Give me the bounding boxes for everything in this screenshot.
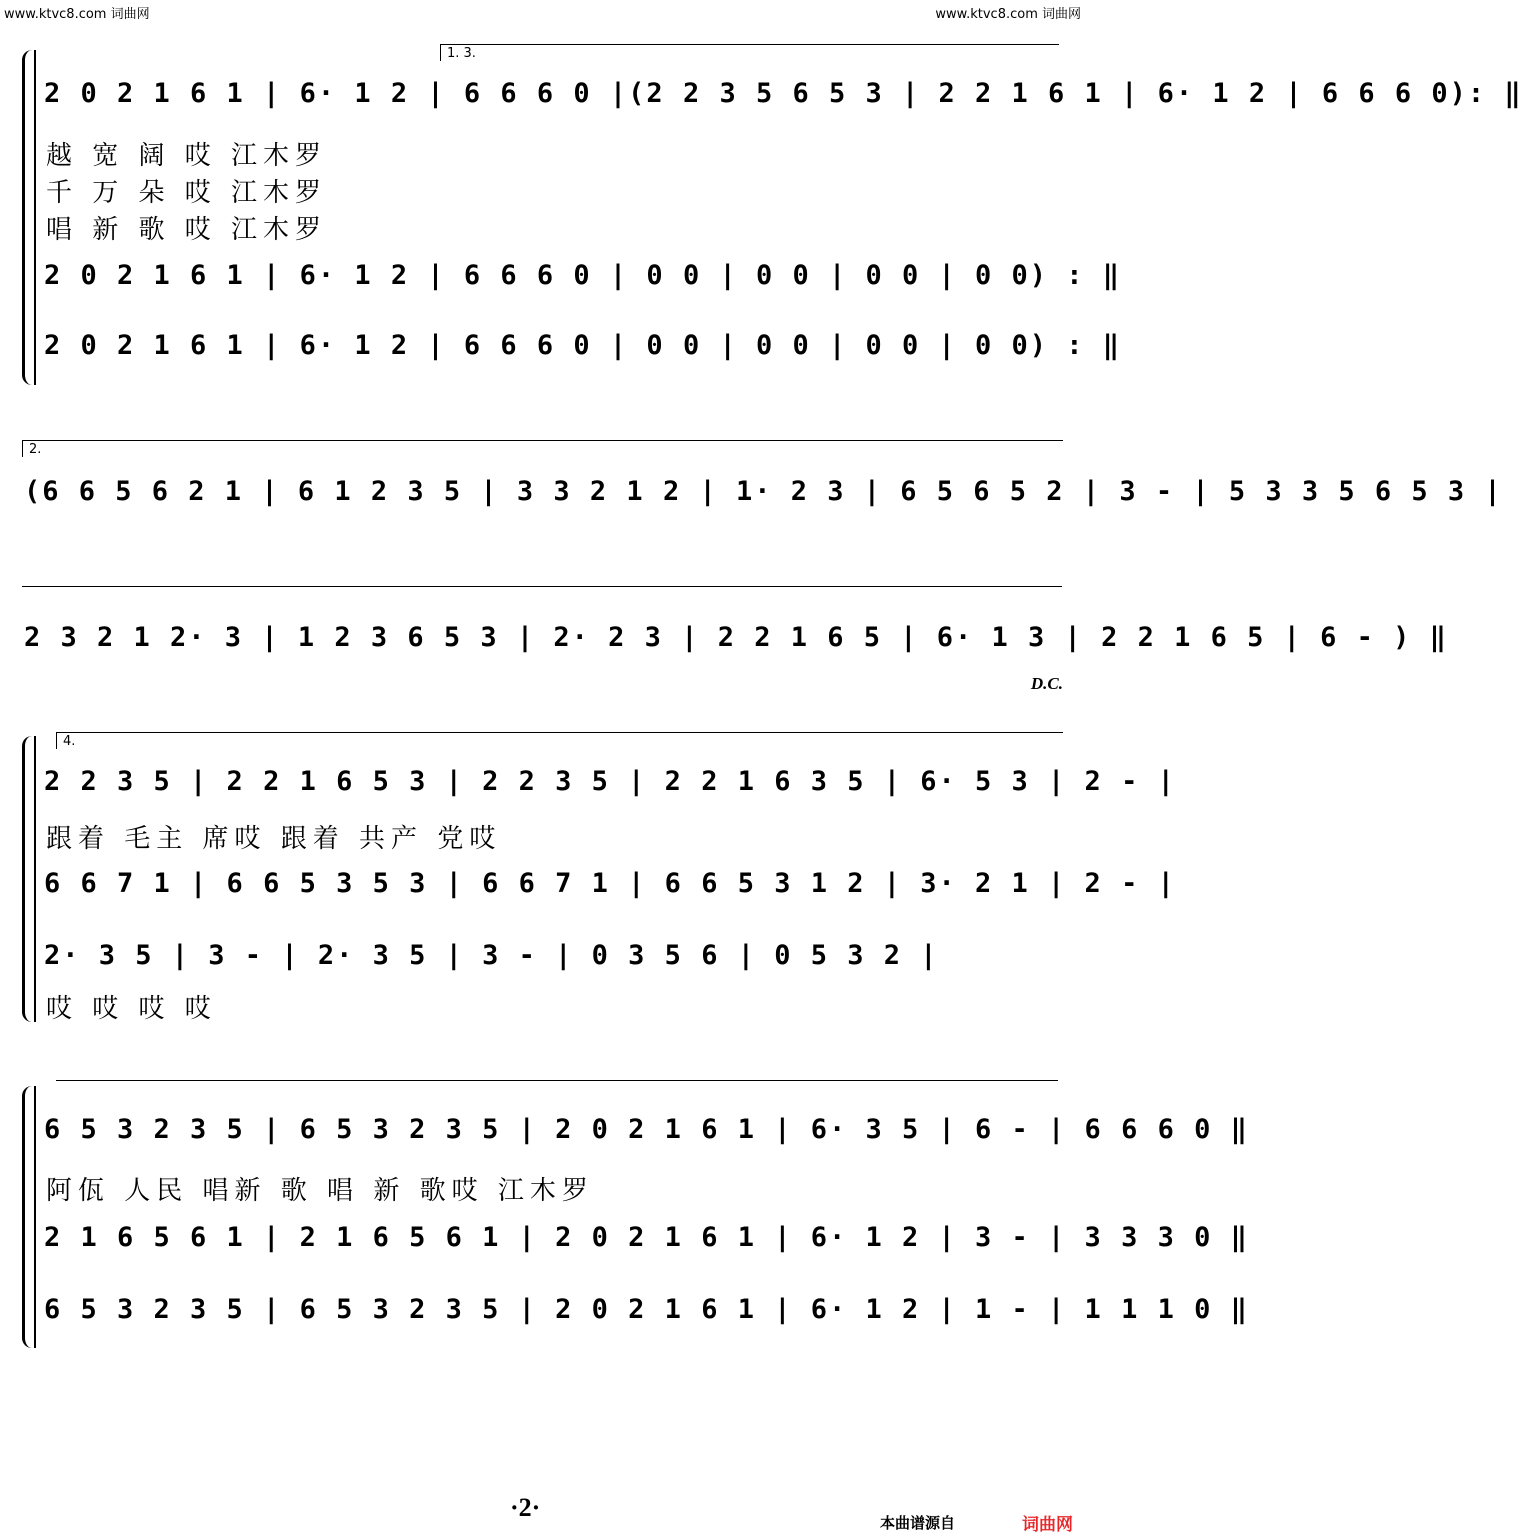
volta-label: 1. 3. [447,46,476,61]
system-barline [34,736,36,1022]
site-header-right: www.ktvc8.com 词曲网 [935,7,1081,22]
da-capo-mark: D.C. [1030,674,1063,693]
lyric-line: 唱 新 歌 哎 江木罗 [46,215,328,245]
source-note: 本曲谱源自 [880,1514,956,1532]
notation-row: 2 3 2 1 2· 3 | 1 2 3 6 5 3 | 2· 2 3 | 2 2 1 6 5 | 6· 1 3 | 2 2 1 6 5 | 6 - ) ‖ [24,622,1448,653]
notation-row: 6 6 7 1 | 6 6 5 3 5 3 | 6 6 7 1 | 6 6 5 3 1 2 | 3· 2 1 | 2 - | [44,868,1176,899]
notation-row: 2· 3 5 | 3 - | 2· 3 5 | 3 - | 0 3 5 6 | 0 5 3 2 | [44,940,939,971]
page-number: ·2· [510,1493,541,1522]
system-top-line [22,586,1062,587]
system-barline [34,1086,36,1348]
volta-label: 2. [29,442,42,457]
score-system-3 [0,586,1448,701]
score-system-2 [0,440,1503,530]
score-system-5 [0,1080,1249,1360]
volta-label: 4. [63,734,76,749]
lyric-line: 哎 哎 哎 哎 [46,994,217,1024]
lyric-line: 千 万 朵 哎 江木罗 [46,178,328,208]
notation-row: 2 0 2 1 6 1 | 6· 1 2 | 6 6 6 0 | 0 0 | 0 0 | 0 0 | 0 0) : ‖ [44,330,1122,361]
notation-row: (6 6 5 6 2 1 | 6 1 2 3 5 | 3 3 2 1 2 | 1· 2 3 | 6 5 6 5 2 | 3 - | 5 3 3 5 6 5 3 | [24,476,1503,507]
volta-bracket [440,44,1059,61]
lyric-line: 越 宽 阔 哎 江木罗 [46,141,328,171]
site-logo: 词曲网 [1022,1515,1073,1535]
score-system-4 [0,732,1176,1024]
notation-row: 6 5 3 2 3 5 | 6 5 3 2 3 5 | 2 0 2 1 6 1 | 6· 1 2 | 1 - | 1 1 1 0 ‖ [44,1294,1249,1325]
volta-bracket [56,732,1063,749]
lyric-line: 阿佤 人民 唱新 歌 唱 新 歌哎 江木罗 [46,1176,594,1206]
score-system-1 [0,40,1523,385]
system-top-line [56,1080,1058,1081]
notation-row: 2 0 2 1 6 1 | 6· 1 2 | 6 6 6 0 | 0 0 | 0 0 | 0 0 | 0 0) : ‖ [44,260,1122,291]
notation-row: 2 0 2 1 6 1 | 6· 1 2 | 6 6 6 0 |(2 2 3 5 6 5 3 | 2 2 1 6 1 | 6· 1 2 | 6 6 6 0): ‖ [44,78,1523,109]
lyric-line: 跟着 毛主 席哎 跟着 共产 党哎 [46,824,502,854]
site-header-left: www.ktvc8.com 词曲网 [4,7,150,22]
system-barline [34,50,36,385]
volta-bracket [22,440,1063,457]
notation-row: 6 5 3 2 3 5 | 6 5 3 2 3 5 | 2 0 2 1 6 1 | 6· 3 5 | 6 - | 6 6 6 0 ‖ [44,1114,1249,1145]
notation-row: 2 1 6 5 6 1 | 2 1 6 5 6 1 | 2 0 2 1 6 1 | 6· 1 2 | 3 - | 3 3 3 0 ‖ [44,1222,1249,1253]
notation-row: 2 2 3 5 | 2 2 1 6 5 3 | 2 2 3 5 | 2 2 1 6 3 5 | 6· 5 3 | 2 - | [44,766,1176,797]
